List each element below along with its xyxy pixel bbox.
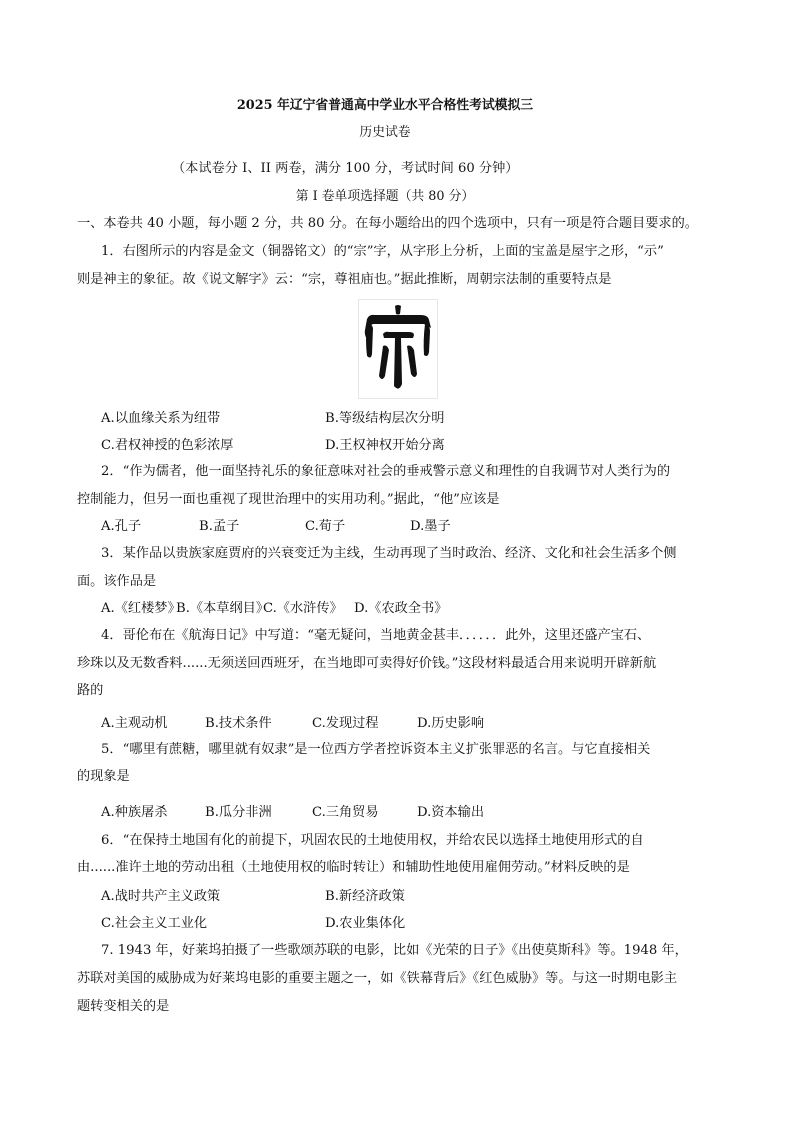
section-instructions: 一、本卷共 40 小题，每小题 2 分，共 80 分。在每小题给出的四个选项中，只有一项是符合题目要求的。 [77, 216, 698, 231]
q4-option-a[interactable]: A.主观动机 [101, 716, 168, 731]
q4-option-d[interactable]: D.历史影响 [417, 716, 485, 731]
q4-line-3: 路的 [77, 683, 104, 698]
q6-options [101, 888, 721, 906]
q7-line-1: 7. 1943 年，好莱坞拍摄了一些歌颂苏联的电影，比如《光荣的日子》《出使莫斯科》等。1948 年， [101, 943, 688, 958]
q2-options [101, 518, 721, 536]
q3-line-2: 面。该作品是 [77, 574, 157, 589]
zong-character-icon [359, 300, 437, 398]
q5-option-c[interactable]: C.三角贸易 [312, 805, 379, 820]
q5-option-a[interactable]: A.种族屠杀 [101, 805, 168, 820]
q4-line-2: 珍珠以及无数香料......无须送回西班牙，在当地即可卖得好价钱。”这段材料最适合用来说明开辟新航 [77, 656, 657, 671]
q4-line-1: 4．哥伦布在《航海日记》中写道：“毫无疑问，当地黄金甚丰．．．．．．此外，这里还盛产宝石、 [101, 628, 651, 643]
q2-line-1: 2．“作为儒者，他一面坚持礼乐的象征意味对社会的垂戒警示意义和理性的自我调节对人类行为的 [101, 464, 671, 479]
q1-line-1: 1．右图所示的内容是金文（铜器铭文）的“宗”字，从字形上分析，上面的宝盖是屋宇之形，“示” [101, 244, 664, 259]
q5-line-1: 5．“哪里有蔗糖，哪里就有奴隶”是一位西方学者控诉资本主义扩张罪恶的名言。与它直接相关 [101, 742, 651, 757]
q3-option-b[interactable]: B.《本草纲目》 [176, 601, 270, 616]
q2-line-2: 控制能力，但另一面也重视了现世治理中的实用功利。”据此，“他”应该是 [77, 492, 500, 507]
q3-option-d[interactable]: D.《农政全书》 [354, 601, 448, 616]
section-title: 第 I 卷单项选择题（共 80 分） [295, 189, 475, 204]
q1-options [101, 410, 721, 428]
q2-option-a[interactable]: A.孔子 [101, 519, 142, 534]
q1-option-d[interactable]: D.王权神权开始分离 [325, 438, 445, 453]
exam-title: 2025 年辽宁省普通高中学业水平合格性考试模拟三 [236, 98, 534, 113]
q6-option-b[interactable]: B.新经济政策 [325, 889, 405, 904]
q5-options [101, 804, 721, 822]
q3-line-1: 3．某作品以贵族家庭贾府的兴衰变迁为主线，生动再现了当时政治、经济、文化和社会生活多个侧 [101, 546, 677, 561]
q4-option-c[interactable]: C.发现过程 [312, 716, 379, 731]
q2-option-b[interactable]: B.孟子 [199, 519, 240, 534]
q6-option-a[interactable]: A.战时共产主义政策 [101, 889, 221, 904]
q6-option-d[interactable]: D.农业集体化 [325, 916, 406, 931]
q1-option-c[interactable]: C.君权神授的色彩浓厚 [101, 438, 234, 453]
q3-option-c[interactable]: C.《水浒传》 [263, 601, 343, 616]
q5-line-2: 的现象是 [77, 769, 130, 784]
q6-option-c[interactable]: C.社会主义工业化 [101, 916, 208, 931]
q2-option-c[interactable]: C.荀子 [305, 519, 346, 534]
q6-options-2 [101, 915, 721, 933]
q5-option-d[interactable]: D.资本输出 [417, 805, 485, 820]
exam-note: （本试卷分 I、II 两卷，满分 100 分，考试时间 60 分钟） [172, 161, 519, 176]
q6-line-2: 由......准许土地的劳动出租（土地使用权的临时转让）和辅助性地使用雇佣劳动。”材料反映的是 [77, 860, 630, 875]
q4-option-b[interactable]: B.技术条件 [205, 716, 272, 731]
q7-line-2: 苏联对美国的威胁成为好莱坞电影的重要主题之一，如《铁幕背后》《红色威胁》等。与这一时期电影主 [77, 971, 678, 986]
q3-option-a[interactable]: A.《红楼梦》 [101, 601, 181, 616]
q7-line-3: 题转变相关的是 [77, 999, 170, 1014]
q5-option-b[interactable]: B.瓜分非洲 [205, 805, 272, 820]
q1-option-b[interactable]: B.等级结构层次分明 [325, 411, 445, 426]
exam-subject: 历史试卷 [359, 125, 411, 140]
bronze-inscription-image [358, 299, 438, 399]
q1-options-2 [101, 437, 721, 455]
q3-options [101, 600, 721, 618]
q6-line-1: 6．“在保持土地国有化的前提下，巩固农民的土地使用权，并给农民以选择土地使用形式的自 [101, 833, 644, 848]
q4-options [101, 715, 721, 733]
q2-option-d[interactable]: D.墨子 [410, 519, 451, 534]
q1-line-2: 则是神主的象征。故《说文解字》云：“宗，尊祖庙也。”据此推断，周朝宗法制的重要特点是 [77, 272, 612, 287]
q1-option-a[interactable]: A.以血缘关系为纽带 [101, 411, 221, 426]
